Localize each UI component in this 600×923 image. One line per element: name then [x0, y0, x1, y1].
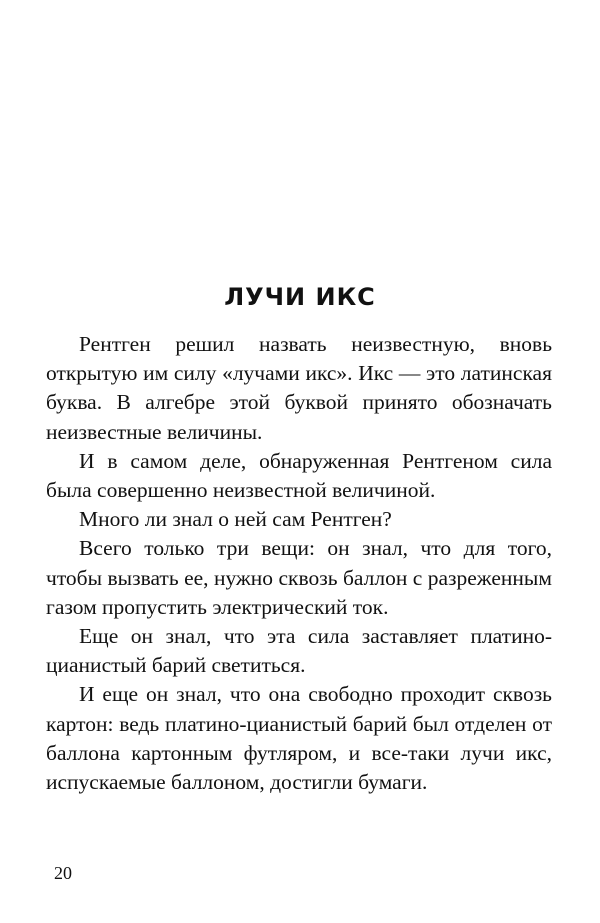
paragraph-6: И еще он знал, что она свободно проходит сквозь картон: ведь платино-цианистый барий был отделен от баллона картонным футляром, и все-таки лучи икс, испускаемые баллоном, достигли бумаги. [46, 682, 552, 795]
chapter-title: ЛУЧИ ИКС [224, 283, 376, 311]
paragraph-3: Много ли знал о ней сам Рентген? [79, 507, 392, 532]
paragraph-1: Рентген решил назвать неизвестную, вновь открытую им силу «лучами икс». Икс — это латинская буква. В алгебре этой буквой принято обозначать неизвестные величины. [46, 332, 552, 444]
body-text [46, 330, 552, 797]
paragraph-5: Еще он знал, что эта сила заставляет платино-цианистый барий светиться. [46, 624, 552, 678]
page-number: 20 [54, 863, 72, 883]
paragraph-2: И в самом деле, обнаруженная Рентгеном сила была совершенно неизвестной величиной. [46, 448, 552, 503]
paragraph-4: Всего только три вещи: он знал, что для того, чтобы вызвать ее, нужно сквозь баллон с разреженным газом пропустить электрический ток. [46, 536, 552, 619]
